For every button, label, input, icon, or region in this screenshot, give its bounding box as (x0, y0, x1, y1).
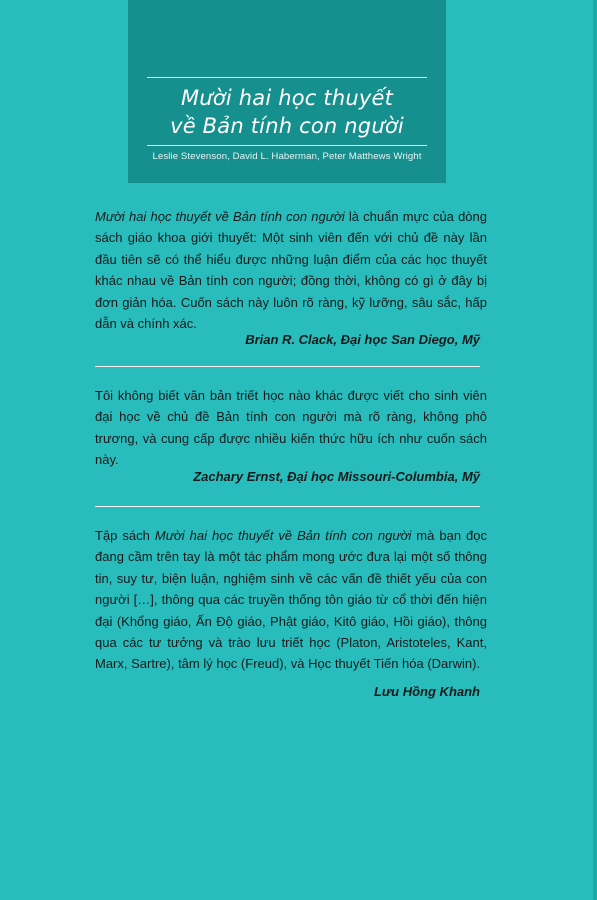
divider-1 (95, 366, 480, 367)
review-2-attribution: Zachary Ernst, Đại học Missouri-Columbia, Mỹ (193, 469, 480, 484)
review-1-attribution: Brian R. Clack, Đại học San Diego, Mỹ (245, 332, 480, 347)
review-1-body: là chuẩn mực của dòng sách giáo khoa giới thuyết: Một sinh viên đến với chủ đề này lần đầu tiên sẽ có thể hiểu được những luận điểm của các học thuyết khác nhau về Bản tính con người; đồng thời, không có gì ở đây bị đơn giản hóa. Cuốn sách này luôn rõ ràng, kỹ lưỡng, sâu sắc, hấp dẫn và chính xác. (95, 209, 487, 332)
review-3-attribution: Lưu Hồng Khanh (373, 684, 480, 699)
book-title-line-1: Mười hai học thuyết (180, 86, 394, 110)
review-1-text (95, 206, 487, 334)
review-2-text: Tôi không biết văn bản triết học nào khác được viết cho sinh viên đại học về chủ đề Bản tính con người mà rõ ràng, không phô trương, và cung cấp được nhiều kiến thức hữu ích như cuốn sách này. (95, 388, 487, 468)
review-3-book-title: Mười hai học thuyết về Bản tính con người (154, 528, 412, 543)
title-top-rule (147, 77, 427, 78)
review-1-book-title: Mười hai học thuyết về Bản tính con người (95, 209, 345, 224)
cover-edge (593, 0, 597, 900)
review-3-lead: Tập sách (95, 528, 155, 543)
review-3-text (95, 525, 487, 675)
title-bottom-rule (147, 145, 427, 146)
book-title-line-2: về Bản tính con người (170, 114, 404, 138)
authors: Leslie Stevenson, David L. Haberman, Peter Matthews Wright (152, 151, 422, 162)
review-3-body: mà bạn đọc đang cầm trên tay là một tác phẩm mong ước đưa lại một số thông tin, suy tư, biện luận, nghiệm sinh về các vấn đề thiết yếu của con người […], thông qua các truyền thống tôn giáo từ cổ thời đến hiện đại (Khổng giáo, Ấn Độ giáo, Phật giáo, Kitô giáo, Hồi giáo), thông qua các tư tưởng và trào lưu triết học (Platon, Aristoteles, Kant, Marx, Sartre), tâm lý học (Freud), và Học thuyết Tiến hóa (Darwin). (95, 528, 488, 672)
divider-2 (95, 506, 480, 507)
title-box (128, 0, 446, 183)
